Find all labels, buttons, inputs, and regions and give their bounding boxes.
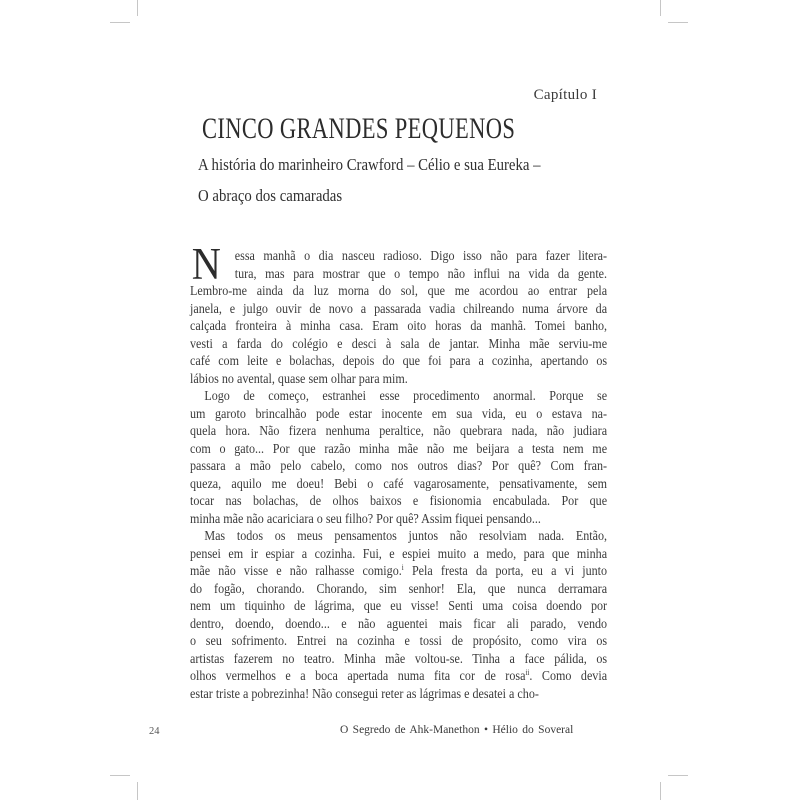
text-line: estar triste a pobrezinha! Não consegui reter as lágrimas e desatei a cho- [190, 685, 539, 701]
text-line: vesti a farda do colégio e desci à sala de jantar. Minha mãe serviu-me [190, 335, 608, 351]
text-line: quela hora. Não fizera nenhuma peraltice, não quebrara nada, não judiara [190, 423, 608, 438]
crop-mark-bottom-left-horizontal [110, 775, 130, 776]
chapter-label: Capítulo I [533, 87, 597, 103]
text-line: olhos vermelhos e a boca apertada numa fita cor de rosa$^{ii}$. Como devia [190, 668, 608, 683]
text-line: janela, e julgo ouvir de novo a passarada vadia chilreando numa árvore da [190, 300, 608, 316]
text-line: dentro, doendo, doendo... e não aguentei mais ficar ali parado, vendo [190, 615, 608, 631]
text-line: tura, mas para mostrar que o tempo não influi na vida da gente. [234, 265, 608, 281]
text-line: queza, aquilo me doeu! Bebi o café vagarosamente, pensativamente, sem [190, 475, 608, 491]
text-line: do fogão, chorando. Chorando, sim senhor! Ela, que nunca derramara [190, 580, 608, 596]
crop-mark-bottom-left-vertical [137, 782, 138, 800]
crop-mark-bottom-right-horizontal [668, 775, 688, 776]
text-line: passara a mão pelo cabelo, como nos outros dias? Por quê? Com fran- [190, 458, 608, 473]
text-line: Lembro-me ainda da luz morna do sol, que me acordou ao entrar pela [190, 283, 608, 298]
crop-mark-top-right-horizontal [668, 22, 688, 23]
text-line: artistas fazerem no teatro. Minha mãe voltou-se. Tinha a face pálida, os [190, 650, 608, 666]
text-line: com o gato... Por que razão minha mãe não me beijara a testa nem me [190, 440, 608, 456]
text-line: nem um tiquinho de lágrima, que eu visse! Senti uma coisa doendo por [190, 598, 608, 613]
body-text [190, 239, 608, 702]
drop-cap: N [191, 239, 221, 289]
running-title: O Segredo de Ahk-Manethon • Hélio do Soveral [340, 724, 574, 736]
text-line: minha mãe não acariciara o seu filho? Por quê? Assim fiquei pensando... [190, 510, 541, 526]
text-line: Logo de começo, estranhei esse procedimento anormal. Porque se [204, 388, 608, 403]
crop-mark-top-left-vertical [137, 0, 138, 16]
chapter-subtitle [198, 149, 541, 211]
text-line: um garoto brincalhão pode estar inocente em sua vida, eu o estava na- [190, 405, 608, 421]
subtitle-line-2: O abraço dos camaradas [198, 186, 343, 205]
text-line: café com leite e bolachas, depois do que foi para a cozinha, apertando os [190, 353, 608, 368]
paragraph [190, 387, 607, 527]
text-line: lábios no avental, quase sem olhar para mim. [190, 370, 408, 386]
crop-mark-bottom-right-vertical [660, 782, 661, 800]
paragraph [190, 239, 608, 387]
subtitle-line-1: A história do marinheiro Crawford – Célio e sua Eureka – [198, 155, 541, 174]
paragraph [190, 527, 607, 702]
crop-mark-top-right-vertical [660, 0, 661, 16]
text-line: tocar nas bolachas, de olhos baixos e fisionomia encabulada. Por que [190, 493, 608, 508]
footnote-marker: i [401, 563, 404, 572]
text-line: Mas todos os meus pensamentos juntos não resolviam nada. Então, [204, 528, 608, 543]
text-line: mãe não visse e não ralhasse comigo.$^i$ Pela fresta da porta, eu a vi junto [190, 563, 608, 578]
text-line: essa manhã o dia nasceu radioso. Digo isso não para fazer litera- [234, 248, 608, 263]
page-number: 24 [149, 726, 160, 737]
text-line: o seu sofrimento. Entrei na cozinha e tossi de propósito, como vira os [190, 633, 608, 648]
text-line: pensei em ir espiar a cozinha. Fui, e espiei muito a medo, para que minha [190, 545, 608, 561]
footnote-marker: ii [525, 668, 530, 677]
text-line: calçada fronteira à minha casa. Eram oito horas da manhã. Tomei banho, [190, 318, 608, 333]
chapter-title: CINCO GRANDES PEQUENOS [202, 112, 516, 145]
crop-mark-top-left-horizontal [110, 22, 130, 23]
